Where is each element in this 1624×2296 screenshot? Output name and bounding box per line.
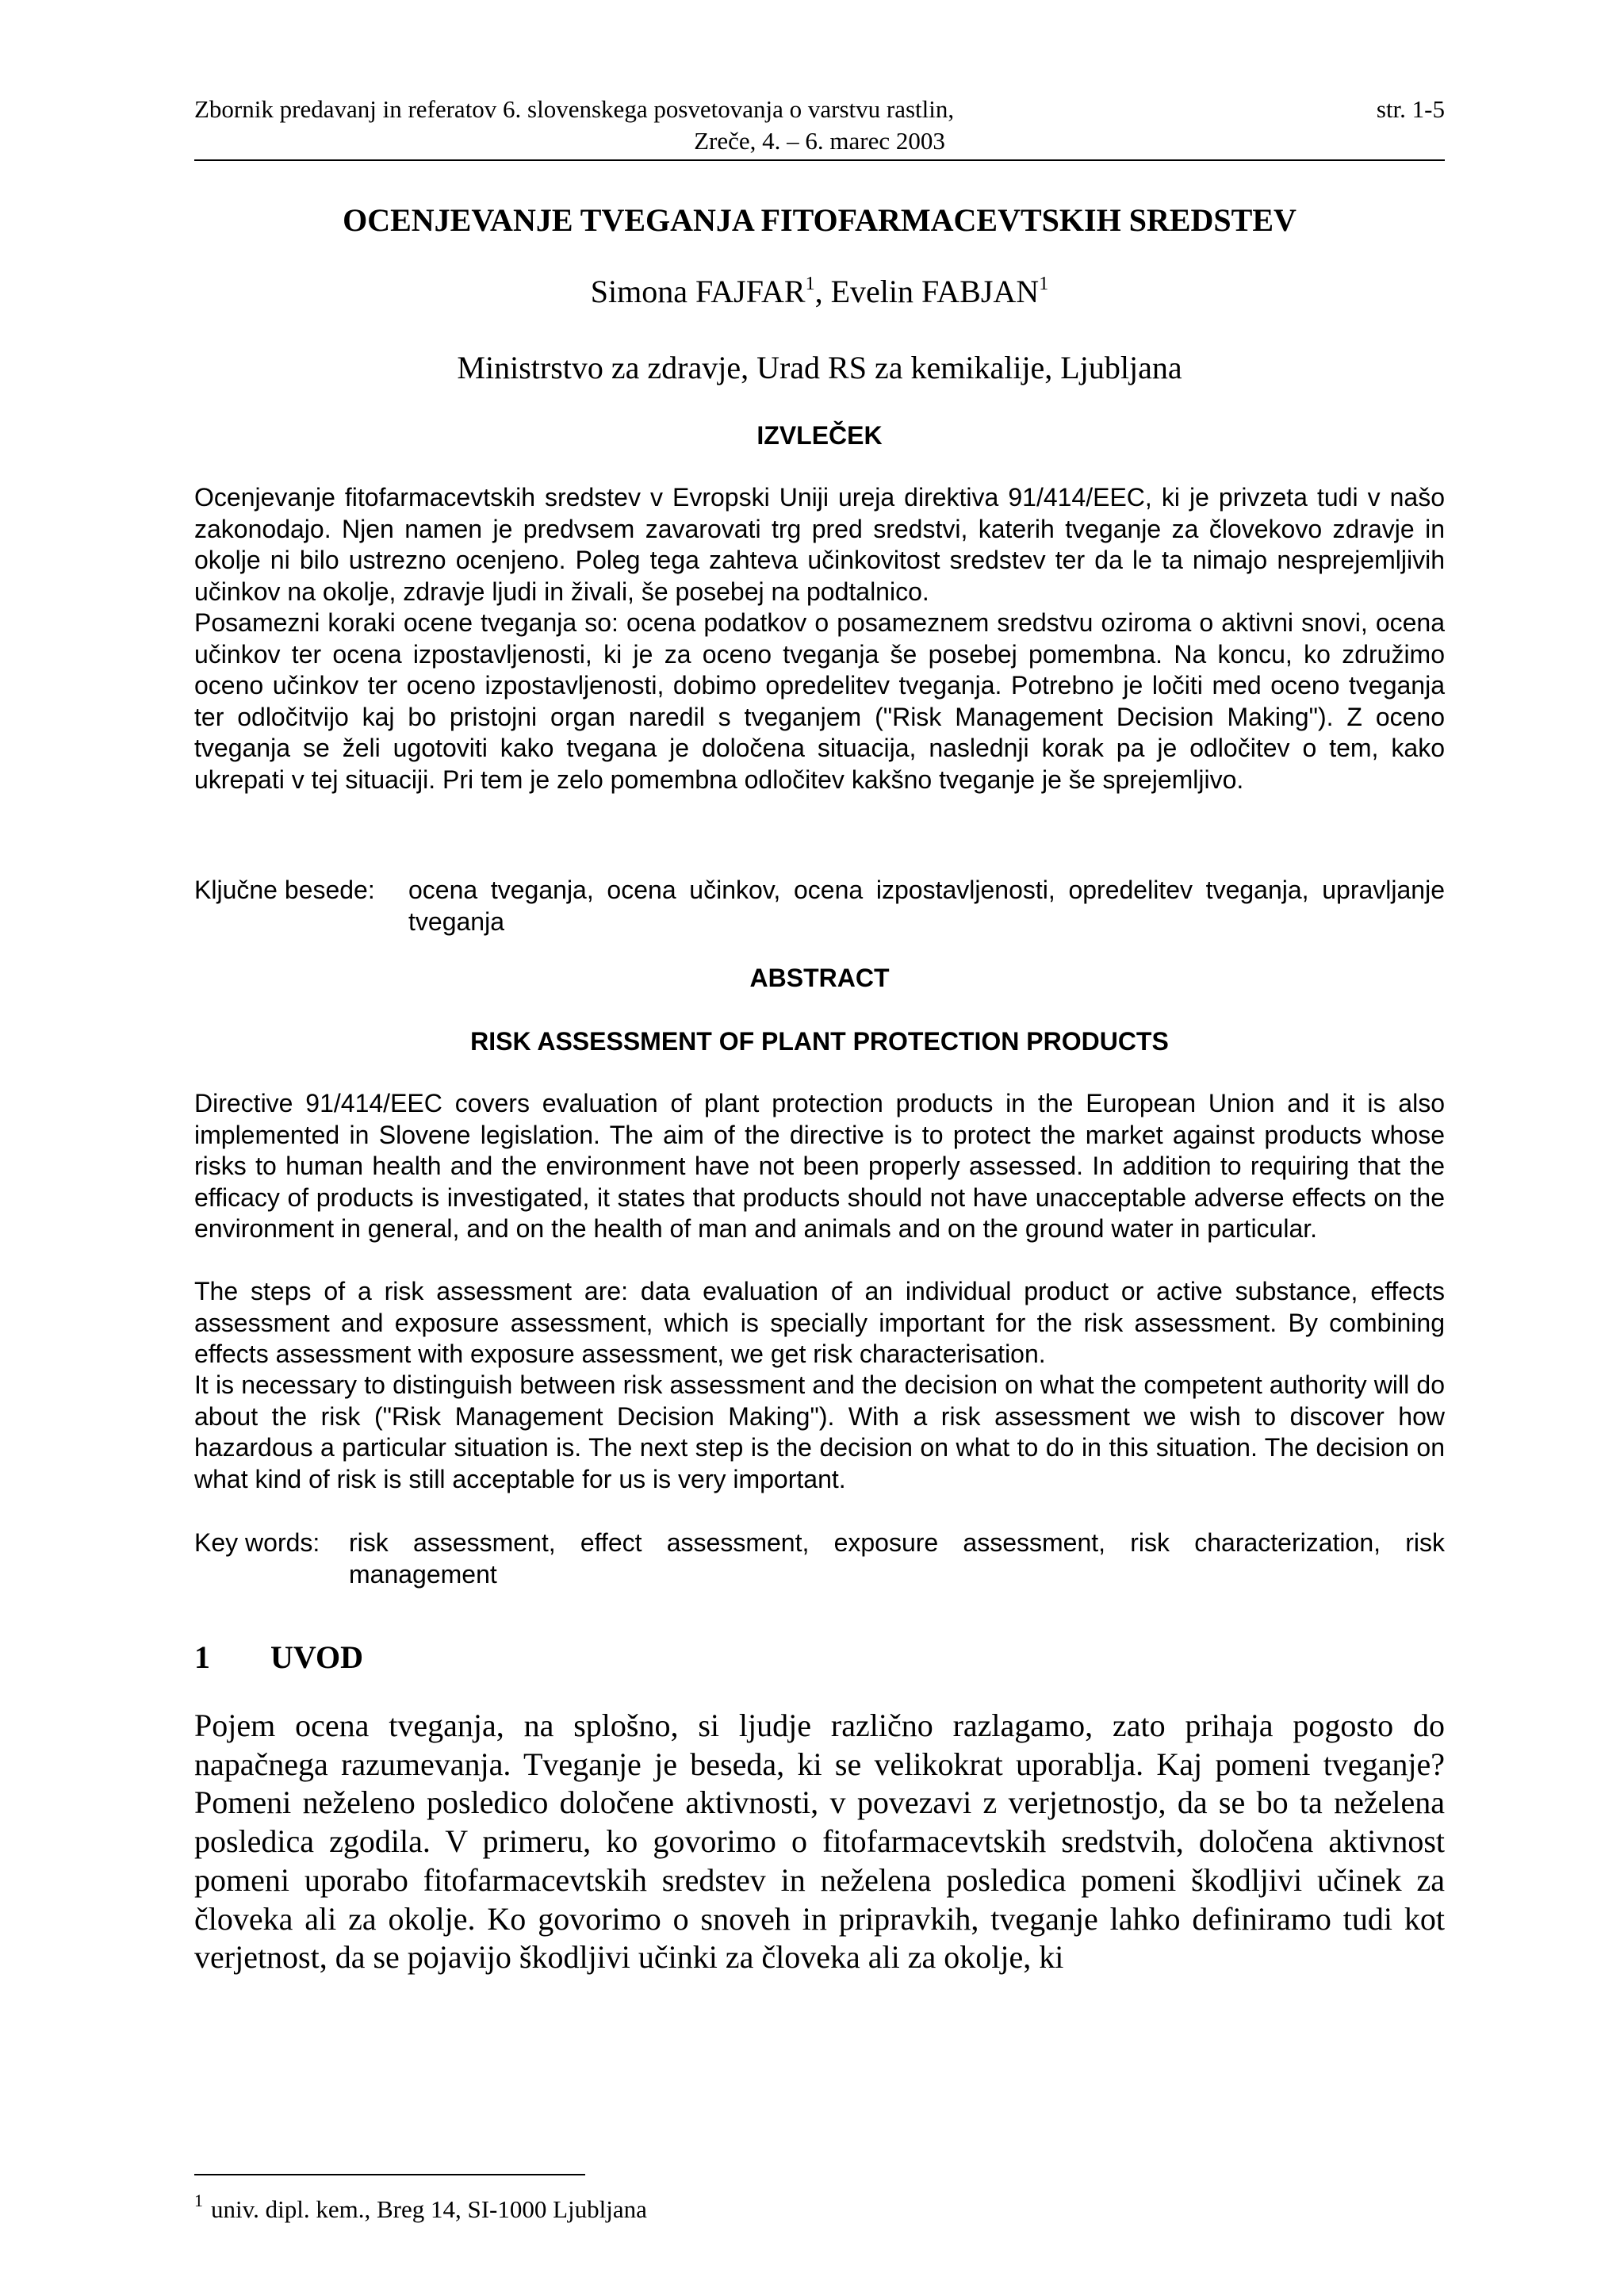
keywords-label: Key words: [194, 1528, 320, 1557]
footnote-text: univ. dipl. kem., Breg 14, SI-1000 Ljubljana [211, 2195, 647, 2223]
affiliation: Ministrstvo za zdravje, Urad RS za kemikalije, Ljubljana [457, 350, 1182, 385]
keywords-label: Ključne besede: [194, 876, 375, 904]
footnote [194, 2191, 647, 2225]
body-paragraph: Pojem ocena tveganja, na splošno, si ljudje različno razlagamo, zato prihaja pogosto do napačnega razumevanja. Tveganje je beseda, ki se velikokrat uporablja. Kaj pomeni tveganje? Pomeni neželeno posledico določene aktivnosti, v povezavi z verjetnostjo, da se bo ta neželena posledica zgodila. V primeru, ko govorimo o fitofarmacevtskih sredstvih, določena aktivnost pomeni uporabo fitofarmacevtskih sredstev in neželena posledica pomeni škodljivi učinek za človeka ali za okolje. Ko govorimo o snoveh in pripravkih, tveganje lahko definiramo tudi kot verjetnost, da se pojavijo škodljivi učinki za človeka ali za okolje, ki [194, 1708, 1445, 1976]
abstract-paragraph-1: Directive 91/414/EEC covers evaluation of plant protection products in the European Union and it is also implemented in Slovene legislation. The aim of the directive is to protect the market against products whose risks to human health and the environment have not been properly assessed. In addition to requiring that the efficacy of products is investigated, it states that products should not have unacceptable adverse effects on the environment in general, and on the health of man and animals and on the ground water in particular. [194, 1089, 1445, 1243]
author-name: Evelin FABJAN [830, 274, 1040, 309]
running-header [194, 94, 1445, 160]
izvlecek-heading: IZVLEČEK [756, 421, 883, 450]
abstract-paragraph-2: The steps of a risk assessment are: data evaluation of an individual product or active substance, effects assessment and exposure assessment, which is specially important for the risk assessment. By combining effects assessment with exposure assessment, we get risk characterisation. [194, 1277, 1445, 1368]
footnote-mark: 1 [194, 2191, 203, 2210]
running-header-pages: str. 1-5 [1376, 95, 1445, 123]
paper-title: OCENJEVANJE TVEGANJA FITOFARMACEVTSKIH SREDSTEV [343, 202, 1297, 238]
izvlecek-paragraph-1: Ocenjevanje fitofarmacevtskih sredstev v Evropski Uniji ureja direktiva 91/414/EEC, ki je privzeta tudi v našo zakonodajo. Njen namen je predvsem zavarovati trg pred sredstvi, katerih tveganje za človekovo zdravje in okolje ni bilo ustrezno ocenjeno. Poleg tega zahteva učinkovitost sredstev ter da le ta nimajo nesprejemljivih učinkov na okolje, zdravje ljudi in živali, še posebej na podtalnico. [194, 483, 1445, 606]
abstract-heading: ABSTRACT [749, 964, 890, 992]
section-title: UVOD [270, 1639, 363, 1675]
author-affiliation-mark: 1 [805, 274, 815, 294]
header-rule [194, 159, 1445, 161]
section-number: 1 [194, 1639, 210, 1675]
author-name: Simona FAJFAR [590, 274, 806, 309]
abstract-paragraph-3: It is necessary to distinguish between risk assessment and the decision on what the competent authority will do about the risk ("Risk Management Decision Making"). With a risk assessment we wish to discover how hazardous a particular situation is. The next step is the decision on what to do in this situation. The decision on what kind of risk is still acceptable for us is very important. [194, 1370, 1445, 1493]
running-header-venue-date: Zreče, 4. – 6. marec 2003 [694, 127, 945, 155]
author-list [194, 271, 1445, 312]
abstract-title: RISK ASSESSMENT OF PLANT PROTECTION PRODUCTS [470, 1027, 1169, 1056]
author-separator: , [814, 274, 831, 309]
running-header-proceedings: Zbornik predavanj in referatov 6. slovenskega posvetovanja o varstvu rastlin, [194, 95, 955, 123]
keywords-text: risk assessment, effect assessment, exposure assessment, risk characterization, risk management [349, 1528, 1445, 1589]
keywords-text: ocena tveganja, ocena učinkov, ocena izpostavljenosti, opredelitev tveganja, upravljanje tveganja [408, 876, 1445, 936]
izvlecek-paragraph-2: Posamezni koraki ocene tveganja so: ocena podatkov o posameznem sredstvu oziroma o aktivni snovi, ocena učinkov ter ocena izpostavljenosti, ki je za oceno tveganja še posebej pomembna. Na koncu, ko združimo oceno učinkov ter oceno izpostavljenosti, dobimo opredelitev tveganja. Potrebno je ločiti med oceno tveganja ter odločitvijo kaj bo pristojni organ naredil s tveganjem ("Risk Management Decision Making"). Z oceno tveganja se želi ugotoviti kako tvegana je določena situacija, naslednji korak pa je odločitev o tem, kako ukrepati v tej situaciji. Pri tem je zelo pomembna odločitev kakšno tveganje je še sprejemljivo. [194, 608, 1445, 794]
author-affiliation-mark: 1 [1039, 274, 1049, 294]
footnote-rule [194, 2174, 585, 2175]
